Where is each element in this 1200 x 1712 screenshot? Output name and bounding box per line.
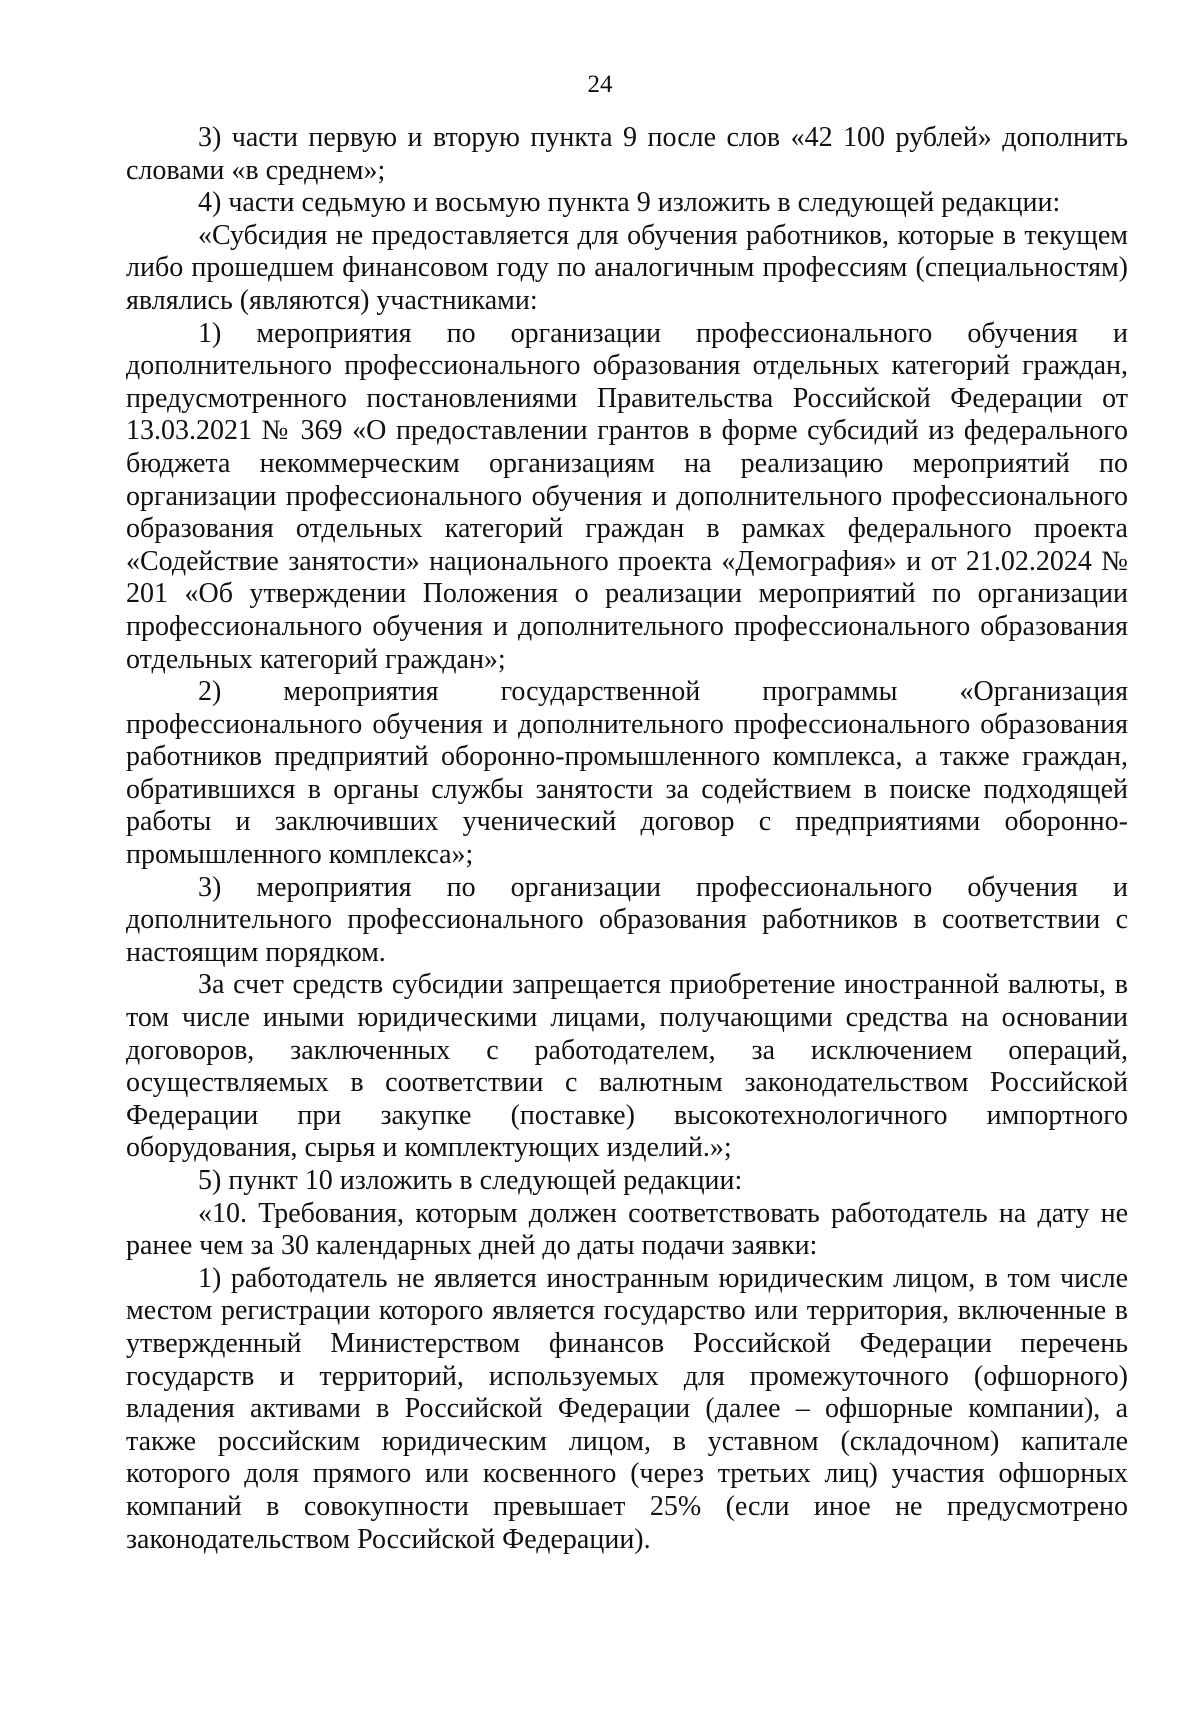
paragraph-subsidy-not-provided: «Субсидия не предоставляется для обучения работников, которые в текущем либо прошедшем финансовом году по аналогичным профессиям (специальностям) являлись (являются) участниками: — [126, 219, 1128, 316]
paragraph-item-3: 3) мероприятия по организации профессионального обучения и дополнительного профессионального образования работников в соответствии с настоящим порядком. — [126, 871, 1128, 968]
page-number: 24 — [587, 71, 613, 98]
paragraph-amendment-3: 3) части первую и вторую пункта 9 после слов «42 100 рублей» дополнить словами «в среднем»; — [126, 122, 1128, 186]
paragraph-requirements-10: «10. Требования, которым должен соответствовать работодатель на дату не ранее чем за 30 календарных дней до даты подачи заявки: — [126, 1197, 1128, 1262]
document-body — [126, 122, 1128, 1556]
paragraph-amendment-4: 4) части седьмую и восьмую пункта 9 изложить в следующей редакции: — [198, 187, 1061, 219]
paragraph-amendment-5: 5) пункт 10 изложить в следующей редакции: — [198, 1165, 743, 1196]
paragraph-currency-prohibition: За счет средств субсидии запрещается приобретение иностранной валюты, в том числе иными юридическими лицами, получающими средства на основании договоров, заключенных с работодателем, за исключением операций, осуществляемых в соответствии с валютным законодательством Российской Федерации при закупке (поставке) высокотехнологичного импортного оборудования, сырья и комплектующих изделий.»; — [126, 969, 1128, 1164]
paragraph-item-1: 1) мероприятия по организации профессионального обучения и дополнительного профессионального образования отдельных категорий граждан, предусмотренного постановлениями Правительства Российской Федерации от 13.03.2021 № 369 «О предоставлении грантов в форме субсидий из федерального бюджета некоммерческим организациям на реализацию мероприятий по организации профессионального обучения и дополнительного профессионального образования отдельных категорий граждан в рамках федерального проекта «Содействие занятости» национального проекта «Демография» и от 21.02.2024 № 201 «Об утверждении Положения о реализации мероприятий по организации профессионального обучения и дополнительного профессионального образования отдельных категорий граждан»; — [126, 317, 1128, 675]
paragraph-item-2: 2) мероприятия государственной программы «Организация профессионального обучения и дополнительного профессионального образования работников предприятий оборонно-промышленного комплекса, а также граждан, обратившихся в органы службы занятости за содействием в поиске подходящей работы и заключивших ученический договор с предприятиями оборонно-промышленного комплекса»; — [126, 676, 1128, 871]
paragraph-requirement-1: 1) работодатель не является иностранным юридическим лицом, в том числе местом регистрации которого является государство или территория, включенные в утвержденный Министерством финансов Российской Федерации перечень государств и территорий, используемых для промежуточного (офшорного) владения активами в Российской Федерации (далее – офшорные компании), а также российским юридическим лицом, в уставном (складочном) капитале которого доля прямого или косвенного (через третьих лиц) участия офшорных компаний в совокупности превышает 25% (если иное не предусмотрено законодательством Российской Федерации). — [126, 1262, 1128, 1555]
